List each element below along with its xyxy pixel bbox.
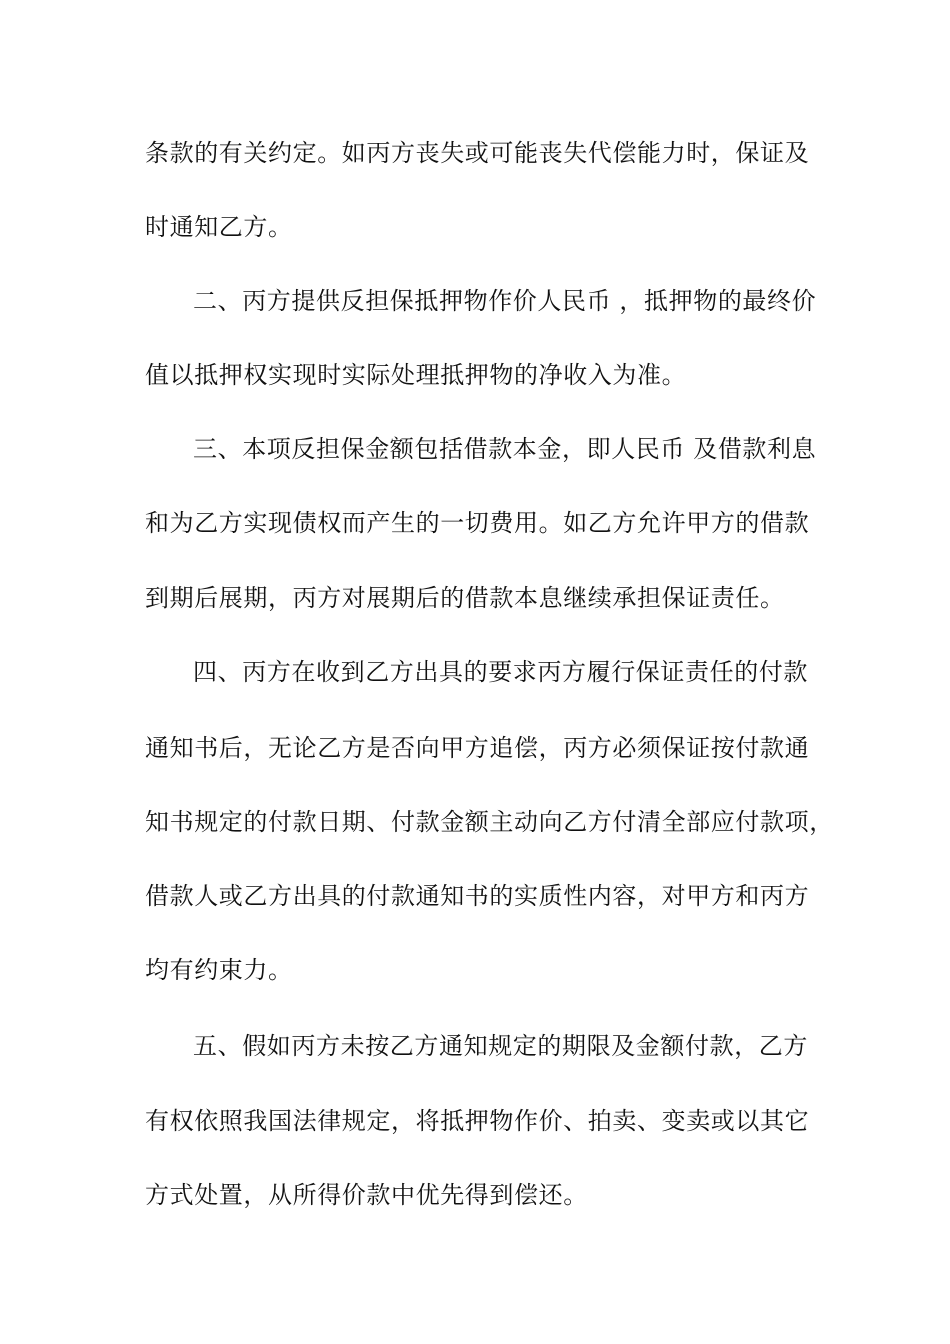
text-line: 有权依照我国法律规定，将抵押物作价、拍卖、变卖或以其它 [145,1107,810,1135]
clause-4-line: 四、丙方在收到乙方出具的要求丙方履行保证责任的付款 [193,658,808,686]
clause-2-line: 二、丙方提供反担保抵押物作价人民币 ，抵押物的最终价 [193,287,817,315]
text-line: 通知书后，无论乙方是否向甲方追偿，丙方必须保证按付款通 [145,734,810,762]
text-line: 均有约束力。 [145,956,293,984]
text-line: 借款人或乙方出具的付款通知书的实质性内容，对甲方和丙方 [145,882,810,910]
text-line: 值以抵押权实现时实际处理抵押物的净收入为准。 [145,361,687,389]
text-line: 方式处置，从所得价款中优先得到偿还。 [145,1181,588,1209]
text-line: 时通知乙方。 [145,213,293,241]
text-line: 知书规定的付款日期、付款金额主动向乙方付清全部应付款项， [145,808,834,836]
clause-5-line: 五、假如丙方未按乙方通知规定的期限及金额付款，乙方 [193,1032,808,1060]
text-line: 和为乙方实现债权而产生的一切费用。如乙方允许甲方的借款 [145,509,810,537]
clause-3-line: 三、本项反担保金额包括借款本金，即人民币 及借款利息 [193,435,817,463]
text-line: 条款的有关约定。如丙方丧失或可能丧失代偿能力时，保证及 [145,139,810,167]
text-line: 到期后展期，丙方对展期后的借款本息继续承担保证责任。 [145,584,785,612]
